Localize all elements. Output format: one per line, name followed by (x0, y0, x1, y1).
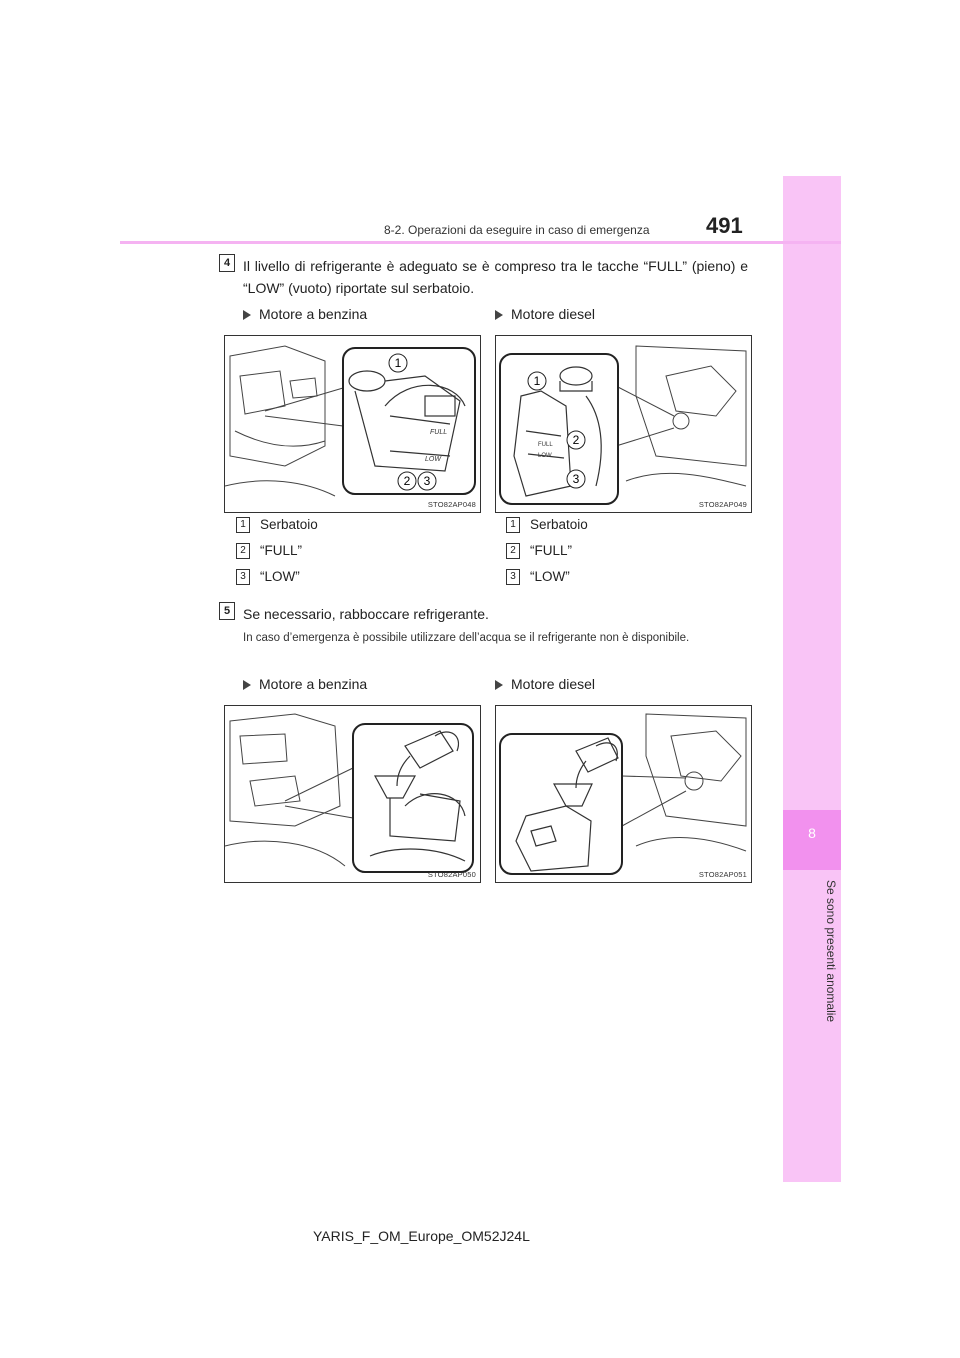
step-badge-5: 5 (219, 602, 235, 620)
legend-right-3 (506, 569, 570, 585)
svg-text:1: 1 (533, 374, 541, 388)
step-badge-4: 4 (219, 254, 235, 272)
step5-right-label (495, 676, 595, 692)
svg-text:3: 3 (423, 474, 431, 488)
triangle-bullet-icon (243, 680, 251, 690)
document-footer: YARIS_F_OM_Europe_OM52J24L (313, 1228, 530, 1244)
step4-right-label (495, 306, 595, 322)
page-number: 491 (706, 213, 743, 238)
figure-diesel-refill (495, 705, 752, 883)
figure-diesel-coolant-level (495, 335, 752, 513)
step5-note: In caso d’emergenza è possibile utilizzare dell’acqua se il refrigerante non è disponibile. (243, 632, 690, 644)
svg-text:1: 1 (394, 356, 402, 370)
tank-mark-full: FULL (538, 442, 553, 448)
refill-illustration (225, 706, 480, 882)
engine-bay-illustration (496, 336, 751, 512)
label-text: Motore a benzina (259, 676, 368, 692)
figure-code: STO82AP051 (698, 870, 747, 879)
callout-2 (567, 431, 585, 449)
callout-1 (389, 354, 407, 372)
tank-mark-low: LOW (425, 456, 441, 463)
legend-left-2 (236, 543, 302, 559)
header-rule (120, 241, 841, 244)
legend-number: 3 (506, 569, 520, 585)
figure-code: STO82AP049 (698, 500, 747, 509)
legend-number: 3 (236, 569, 250, 585)
legend-text: “FULL” (530, 543, 573, 558)
legend-left-3 (236, 569, 300, 585)
legend-text: “LOW” (260, 569, 300, 584)
step5-left-label (243, 676, 367, 692)
legend-number: 2 (506, 543, 520, 559)
engine-bay-illustration (225, 336, 480, 512)
legend-number: 1 (236, 517, 250, 533)
figure-code: STO82AP050 (427, 870, 476, 879)
legend-text: “LOW” (530, 569, 570, 584)
legend-left-1 (236, 517, 318, 533)
step4-left-label (243, 306, 367, 322)
legend-text: “FULL” (260, 543, 303, 558)
step4-text: Il livello di refrigerante è adeguato se è compreso tra le tacche “FULL” (pieno) e “LOW” (vuoto) riportate sul serbatoio. (243, 258, 748, 296)
callout-1 (528, 372, 546, 390)
chapter-number: 8 (808, 825, 816, 841)
figure-petrol-refill (224, 705, 481, 883)
triangle-bullet-icon (495, 310, 503, 320)
figure-code: STO82AP048 (427, 500, 476, 509)
svg-text:3: 3 (572, 472, 580, 486)
refill-illustration (496, 706, 751, 882)
callout-3 (567, 470, 585, 488)
legend-right-1 (506, 517, 588, 533)
legend-number: 1 (506, 517, 520, 533)
label-text: Motore diesel (511, 676, 596, 692)
svg-text:2: 2 (403, 474, 411, 488)
triangle-bullet-icon (495, 680, 503, 690)
callout-2 (398, 472, 416, 490)
svg-text:2: 2 (572, 433, 580, 447)
legend-number: 2 (236, 543, 250, 559)
figure-petrol-coolant-level (224, 335, 481, 513)
triangle-bullet-icon (243, 310, 251, 320)
tank-mark-low: LOW (538, 453, 552, 459)
step5-text: Se necessario, rabboccare refrigerante. (243, 606, 489, 622)
label-text: Motore diesel (511, 306, 596, 322)
legend-text: Serbatoio (260, 517, 318, 532)
legend-right-2 (506, 543, 572, 559)
callout-3 (418, 472, 436, 490)
chapter-title: Se sono presenti anomalie (824, 880, 838, 1023)
label-text: Motore a benzina (259, 306, 368, 322)
legend-text: Serbatoio (530, 517, 588, 532)
section-title: 8-2. Operazioni da eseguire in caso di emergenza (384, 223, 650, 237)
tank-mark-full: FULL (430, 429, 448, 436)
